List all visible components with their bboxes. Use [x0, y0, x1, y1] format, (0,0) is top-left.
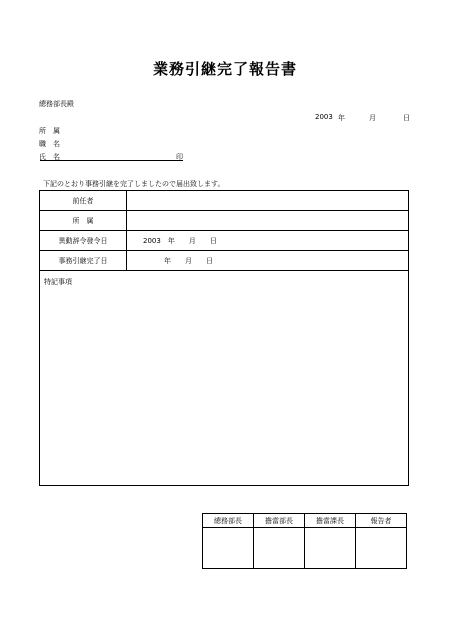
stamp-box[interactable] [203, 528, 254, 569]
table-row [40, 231, 409, 251]
intro-text: 下記のとおり事務引継を完了しましたので届出致します。 [43, 180, 225, 188]
approver-section-chief: 擔當課長 [305, 514, 356, 528]
name-signature-line [40, 160, 183, 161]
approver-department-head: 擔當部長 [254, 514, 305, 528]
stamp-box[interactable] [254, 528, 305, 569]
document-title: 業務引継完了報告書 [152, 60, 297, 78]
name-label: 氏 名 [39, 153, 60, 161]
seal-mark: 印 [176, 153, 183, 161]
stamp-box[interactable] [356, 528, 407, 569]
table-row [40, 191, 409, 211]
predecessor-field[interactable] [127, 191, 409, 211]
table-row [40, 251, 409, 271]
affiliation-label: 所 属 [39, 127, 60, 135]
approval-stamp-table [202, 513, 407, 569]
approver-general-affairs-director: 總務部長 [203, 514, 254, 528]
predecessor-label: 前任者 [40, 191, 127, 211]
handover-table [39, 190, 409, 486]
transfer-order-date-label: 異動辞令發令日 [40, 231, 127, 251]
addressee: 總務部長殿 [39, 100, 74, 108]
approver-reporter: 報告者 [356, 514, 407, 528]
affiliation-row-label: 所 属 [40, 211, 127, 231]
notes-area[interactable] [40, 271, 409, 486]
date-day-unit: 日 [403, 114, 410, 122]
table-row [40, 211, 409, 231]
position-label: 職 名 [39, 140, 60, 148]
affiliation-field[interactable] [127, 211, 409, 231]
date-month-unit: 月 [369, 114, 376, 122]
table-row [40, 271, 409, 486]
handover-complete-date-field[interactable]: 年 月 日 [127, 251, 409, 271]
date-year: 2003 [315, 113, 333, 121]
transfer-order-date-field[interactable]: 2003 年 月 日 [127, 231, 409, 251]
stamp-box[interactable] [305, 528, 356, 569]
handover-complete-date-label: 事務引継完了日 [40, 251, 127, 271]
date-year-unit: 年 [338, 114, 345, 122]
notes-label: 特記事項 [44, 278, 72, 286]
